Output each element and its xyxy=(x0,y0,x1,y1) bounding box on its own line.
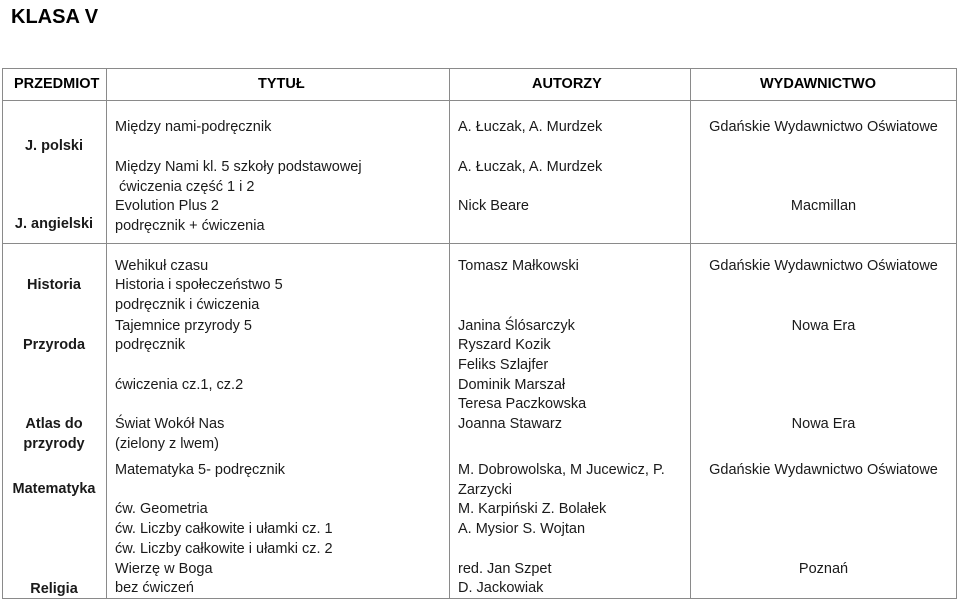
header-przedmiot: PRZEDMIOT xyxy=(14,76,100,92)
subject-atlas-line-1: Atlas do xyxy=(25,416,83,432)
publisher-przyroda: Nowa Era xyxy=(791,318,856,334)
subject-przyroda: Przyroda xyxy=(22,337,86,353)
publisher-matematyka: Gdańskie Wydawnictwo Oświatowe xyxy=(709,462,938,478)
author-atlas-1: Dominik Marszał xyxy=(458,377,566,393)
subject-matematyka: Matematyka xyxy=(12,481,96,497)
publisher-angielski: Macmillan xyxy=(790,198,857,214)
author-matematyka-4: A. Mysior S. Wojtan xyxy=(458,521,586,537)
title-matematyka-line-1: Matematyka 5- podręcznik xyxy=(115,462,286,478)
author-przyroda-2: Ryszard Kozik xyxy=(458,337,551,353)
title-polski-line-3: ćwiczenia część 1 i 2 xyxy=(119,179,255,195)
row-divider xyxy=(2,68,957,69)
author-matematyka-1: M. Dobrowolska, M Jucewicz, P. xyxy=(458,462,665,478)
title-angielski-line-1: Evolution Plus 2 xyxy=(115,198,219,214)
title-religia-line-2: bez ćwiczeń xyxy=(115,580,194,596)
author-atlas-2: Teresa Paczkowska xyxy=(458,396,587,412)
author-religia-1: red. Jan Szpet xyxy=(458,561,552,577)
author-matematyka-3: M. Karpiński Z. Bolałek xyxy=(458,501,607,517)
row-divider xyxy=(2,598,957,599)
title-atlas-line-1: Świat Wokół Nas xyxy=(115,416,225,432)
title-matematyka-line-3: ćw. Liczby całkowite i ułamki cz. 1 xyxy=(115,521,333,537)
author-matematyka-2: Zarzycki xyxy=(458,482,512,498)
title-matematyka-line-4: ćw. Liczby całkowite i ułamki cz. 2 xyxy=(115,541,333,557)
subject-religia: Religia xyxy=(30,581,78,597)
author-historia: Tomasz Małkowski xyxy=(458,258,579,274)
title-angielski-line-2: podręcznik + ćwiczenia xyxy=(115,218,265,234)
author-przyroda-3: Feliks Szlajfer xyxy=(458,357,549,373)
title-polski-line-1: Między nami-podręcznik xyxy=(115,119,272,135)
column-divider xyxy=(449,68,450,599)
author-angielski: Nick Beare xyxy=(458,198,529,214)
publisher-polski: Gdańskie Wydawnictwo Oświatowe xyxy=(709,119,938,135)
publisher-religia: Poznań xyxy=(798,561,849,577)
author-religia-2: D. Jackowiak xyxy=(458,580,544,596)
author-atlas-3: Joanna Stawarz xyxy=(458,416,562,432)
row-divider xyxy=(2,243,957,244)
title-matematyka-line-2: ćw. Geometria xyxy=(115,501,208,517)
header-autorzy: AUTORZY xyxy=(532,76,602,92)
column-divider xyxy=(956,68,957,599)
column-divider xyxy=(106,68,107,599)
header-tytul: TYTUŁ xyxy=(258,76,305,92)
author-przyroda-1: Janina Ślósarczyk xyxy=(458,318,575,334)
page-title: KLASA V xyxy=(11,6,99,28)
subject-historia: Historia xyxy=(27,277,81,293)
title-historia-line-1: Wehikuł czasu xyxy=(115,258,209,274)
author-polski-1: A. Łuczak, A. Murdzek xyxy=(458,119,603,135)
header-wydawnictwo: WYDAWNICTWO xyxy=(760,76,876,92)
title-przyroda-line-2: podręcznik xyxy=(115,337,186,353)
title-religia-line-1: Wierzę w Boga xyxy=(115,561,213,577)
title-przyroda-line-3: ćwiczenia cz.1, cz.2 xyxy=(115,377,244,393)
author-polski-2: A. Łuczak, A. Murdzek xyxy=(458,159,603,175)
title-atlas-line-2: (zielony z lwem) xyxy=(115,436,219,452)
row-divider xyxy=(2,100,957,101)
subject-angielski: J. angielski xyxy=(14,216,94,232)
publisher-atlas: Nowa Era xyxy=(791,416,856,432)
title-historia-line-2: Historia i społeczeństwo 5 xyxy=(115,277,283,293)
subject-polski: J. polski xyxy=(24,138,84,154)
title-przyroda-line-1: Tajemnice przyrody 5 xyxy=(115,318,252,334)
title-historia-line-3: podręcznik i ćwiczenia xyxy=(115,297,260,313)
publisher-historia: Gdańskie Wydawnictwo Oświatowe xyxy=(709,258,938,274)
subject-atlas-line-2: przyrody xyxy=(23,436,85,452)
title-polski-line-2: Między Nami kl. 5 szkoły podstawowej xyxy=(115,159,362,175)
